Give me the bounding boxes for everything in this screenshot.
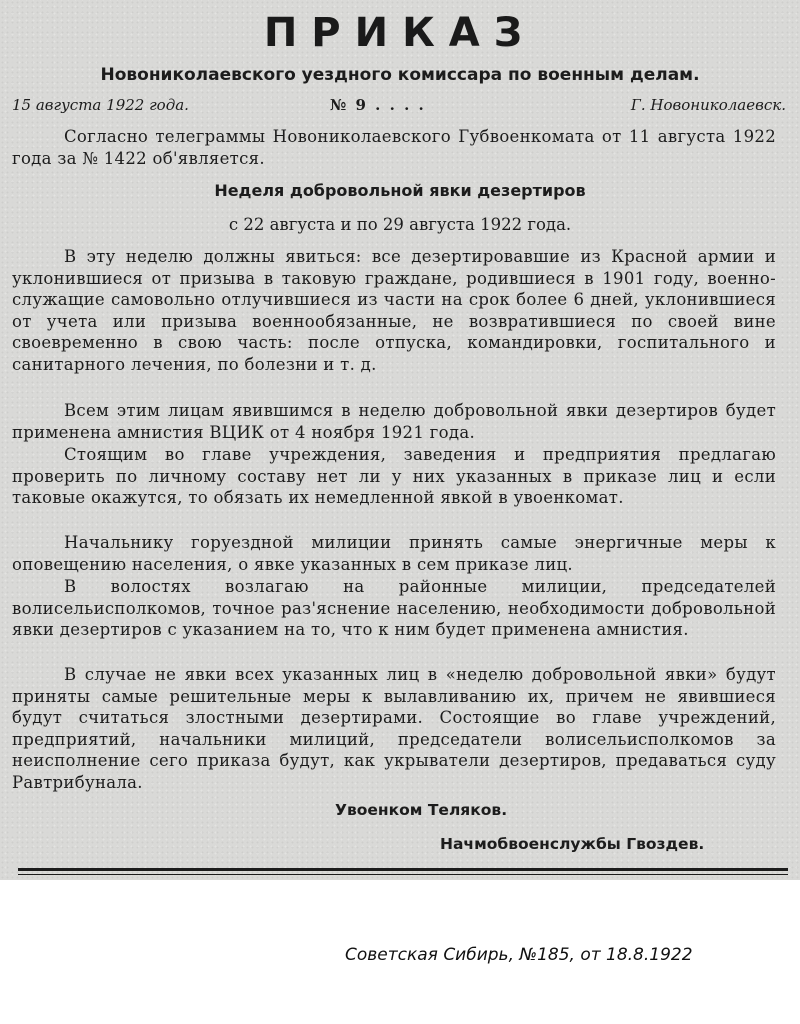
paragraph-who-must-appear: В эту неделю должны явиться: все дезертировавшие из Красной армии и уклонившиеся от призыва в таковую граждане, родившиеся в 1901 году, военно-служащие самовольно отлучившиеся из части на срок более 6 дней, уклонившиеся от учета или призыва военнообязанные, не возвратившиеся по своей вине своевременно в свою часть: после отпуска, командировки, госпитального и санитарного лечения, по болезни и т. д. [12,247,776,374]
paragraph-militia: Начальнику горуездной милиции принять самые энергичные меры к оповещению населения, о явке указанных в сем приказе лиц. [12,533,776,574]
paragraph-volosts: В волостях возлагаю на районные милиции, председателей волисельисполкомов, точное раз'яснение населению, необходимости добровольной явки дезертиров с указанием на то, что к ним будет применена амнистия. [12,577,776,639]
order-issuer: Новониколаевского уездного комиссара по военным делам. [100,65,700,85]
order-date: 15 августа 1922 года. [12,96,189,114]
signature-uvoenkom: Увоенком Теляков. [335,801,508,819]
order-place: Г. Новониколаевск. [630,96,786,114]
order-number: № 9 . . . . [330,96,426,114]
paragraph-consequences: В случае не явки всех указанных лиц в «неделю добровольной явки» будут приняты самые решительные меры к вылавливанию их, причем не явившиеся будут считаться злостными дезертирами. Состоящие во главе учреждений, предприятий, начальники милиций, председатели волисельисполкомов за неисполнение сего приказа будут, как укрыватели дезертиров, предаваться суду Равтрибунала. [12,665,776,792]
order-title: ПРИКАЗ [263,10,537,56]
signature-nachmob: Начмобвоенслужбы Гвоздев. [440,835,705,853]
bottom-rule-thin [18,874,788,875]
week-dates: с 22 августа и по 29 августа 1922 года. [228,215,572,234]
order-intro: Согласно телеграммы Новониколаевского Губвоенкомата от 11 августа 1922 года за № 1422 об'является. [12,127,776,168]
paragraph-amnesty: Всем этим лицам явившимся в неделю добровольной явки дезертиров будет применена амнистия ВЦИК от 4 ноября 1921 года. [12,401,776,442]
bottom-rule [18,868,788,871]
week-title: Неделя добровольной явки дезертиров [214,181,586,200]
paragraph-institutions: Стоящим во главе учреждения, заведения и предприятия предлагаю проверить по личному составу нет ли у них указанных в приказе лиц и если таковые окажутся, то обязать их немедленной явкой в увоенкомат. [12,445,776,507]
source-caption: Советская Сибирь, №185, от 18.8.1922 [345,945,693,965]
